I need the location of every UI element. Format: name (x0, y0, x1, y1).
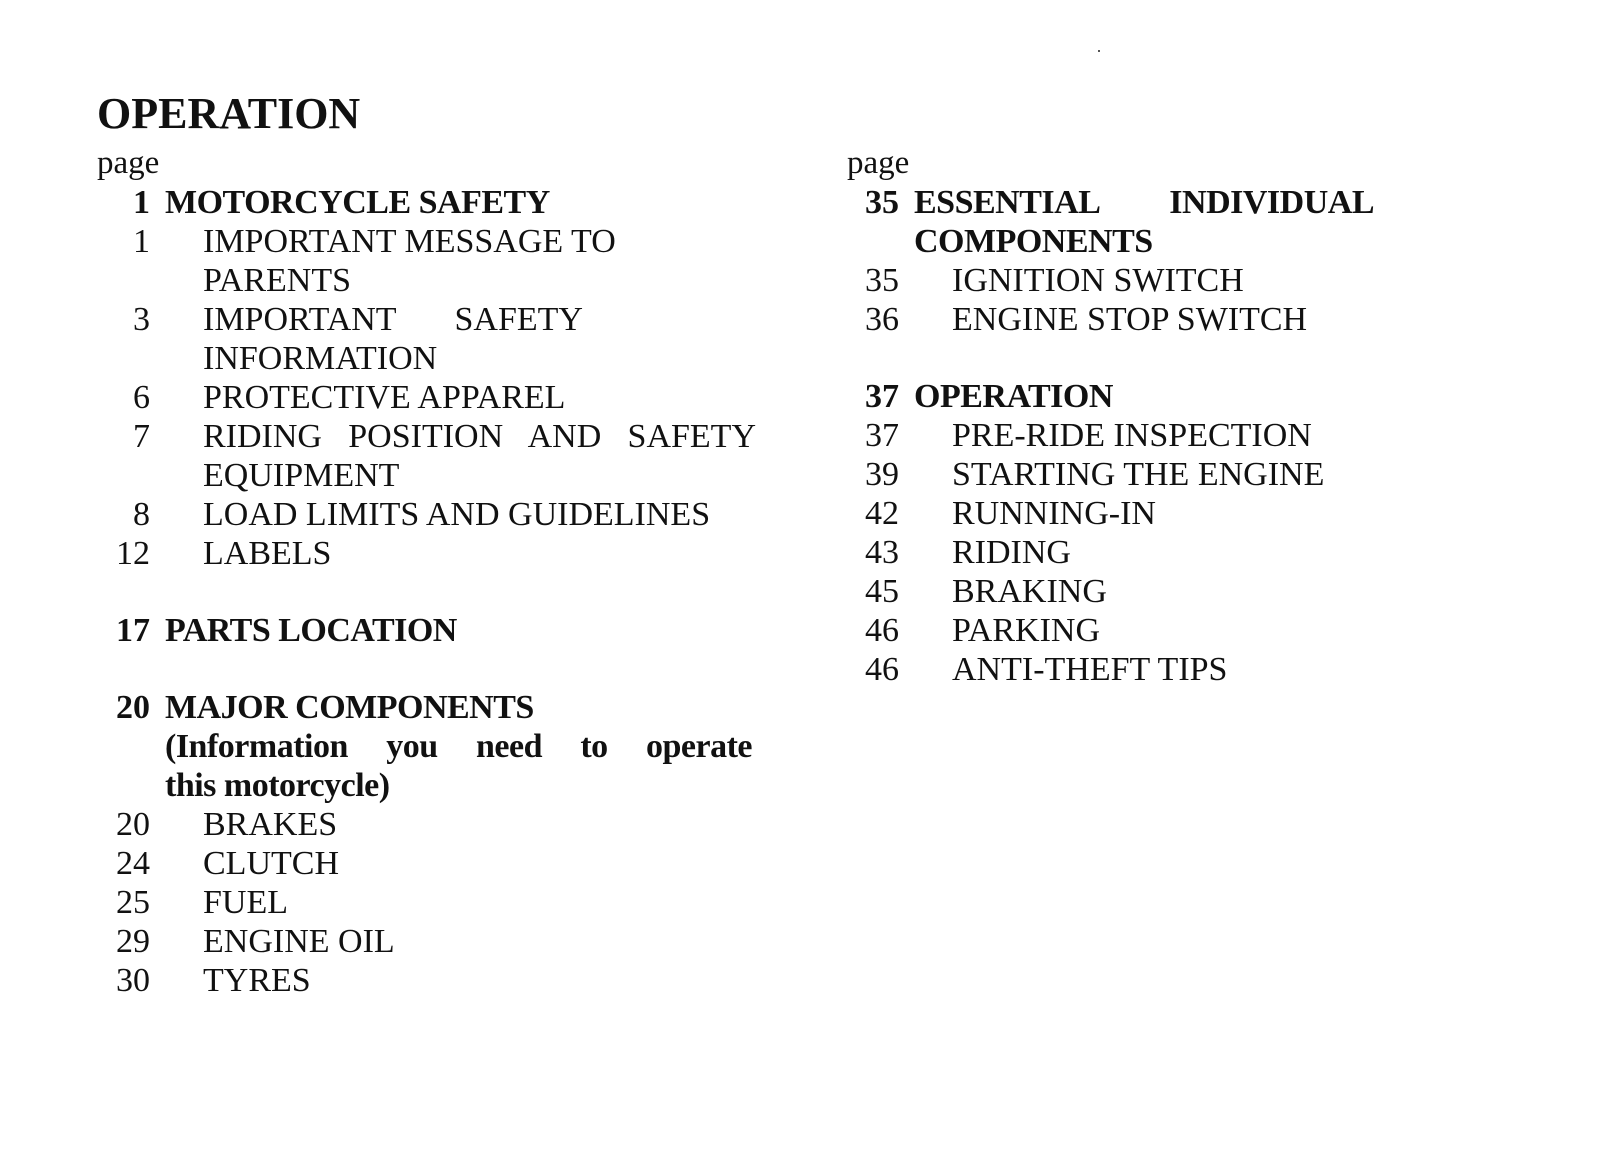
toc-entry-title: PRE-RIDE INSPECTION (952, 417, 1312, 454)
toc-entry-title: IGNITION SWITCH (952, 262, 1244, 299)
toc-entry-title (203, 300, 777, 378)
toc-entry-line: IMPORTANT MESSAGE TO (203, 223, 616, 260)
toc-entry[interactable] (97, 534, 777, 573)
page-column-label: page (97, 145, 160, 181)
toc-entry-title: RUNNING-IN (952, 495, 1156, 532)
toc-page-number: 35 (865, 184, 899, 221)
toc-section-line: COMPONENTS (914, 223, 1153, 260)
toc-entry-title: LABELS (203, 535, 332, 572)
toc-page-number: 7 (133, 418, 150, 455)
toc-entry[interactable] (97, 222, 777, 300)
toc-page-number: 43 (865, 534, 899, 571)
stray-dot (1098, 50, 1100, 52)
toc-page-number: 30 (116, 962, 150, 999)
toc-section-line: (Information you need to operate (165, 728, 752, 765)
toc-entry-line: RIDING POSITION AND SAFETY (203, 418, 756, 455)
toc-page-number: 42 (865, 495, 899, 532)
toc-entry[interactable] (847, 572, 1407, 611)
toc-page-number: 37 (865, 378, 899, 415)
toc-entry-title: ENGINE OIL (203, 923, 395, 960)
toc-entry-line: EQUIPMENT (203, 457, 400, 494)
toc-page-number: 25 (116, 884, 150, 921)
toc-entry[interactable] (97, 805, 777, 844)
toc-page-number: 37 (865, 417, 899, 454)
toc-entry-title: BRAKES (203, 806, 338, 843)
toc-entry-title: STARTING THE ENGINE (952, 456, 1325, 493)
toc-page-number: 46 (865, 651, 899, 688)
toc-page-number: 35 (865, 262, 899, 299)
toc-page-number: 8 (133, 496, 150, 533)
toc-page-number: 6 (133, 379, 150, 416)
toc-column-right (847, 143, 1407, 689)
toc-entry-line: IMPORTANT SAFETY (203, 301, 583, 338)
toc-entry[interactable] (847, 611, 1407, 650)
toc-page-number: 20 (116, 689, 150, 726)
toc-entry-title: ENGINE STOP SWITCH (952, 301, 1308, 338)
toc-entry-title: CLUTCH (203, 845, 339, 882)
toc-section[interactable] (97, 611, 777, 650)
toc-entry[interactable] (97, 417, 777, 495)
toc-entry[interactable] (97, 300, 777, 378)
toc-section[interactable] (97, 183, 777, 222)
toc-entry-title: ANTI-THEFT TIPS (952, 651, 1228, 688)
toc-section-line: MAJOR COMPONENTS (165, 689, 534, 726)
toc-entry[interactable] (847, 650, 1407, 689)
toc-page-number: 20 (116, 806, 150, 843)
toc-entry[interactable] (97, 844, 777, 883)
toc-page-number: 29 (116, 923, 150, 960)
toc-entry[interactable] (847, 533, 1407, 572)
page-column-label: page (847, 145, 910, 181)
toc-section-line: this motorcycle) (165, 767, 390, 804)
toc-entry-line: PARENTS (203, 262, 352, 299)
toc-page-number: 46 (865, 612, 899, 649)
toc-section-title: MOTORCYCLE SAFETY (165, 184, 550, 221)
toc-entry-title (203, 222, 777, 300)
toc-entry[interactable] (847, 261, 1407, 300)
toc-entry-title: PARKING (952, 612, 1101, 649)
toc-entry[interactable] (847, 416, 1407, 455)
toc-page-number: 17 (116, 612, 150, 649)
toc-section[interactable] (847, 377, 1407, 416)
toc-column-left (97, 143, 777, 1000)
toc-entry-title: TYRES (203, 962, 311, 999)
toc-entry-title (203, 417, 777, 495)
toc-section[interactable] (97, 688, 777, 805)
toc-section[interactable] (847, 183, 1407, 261)
toc-section-title (914, 183, 1407, 261)
toc-entry[interactable] (97, 961, 777, 1000)
toc-section-title: PARTS LOCATION (165, 612, 457, 649)
toc-entry[interactable] (97, 922, 777, 961)
toc-entry-line: INFORMATION (203, 340, 438, 377)
page-title: OPERATION (97, 89, 361, 138)
toc-entry[interactable] (847, 300, 1407, 339)
toc-entry-title: FUEL (203, 884, 288, 921)
toc-section-title: OPERATION (914, 378, 1113, 415)
toc-entry[interactable] (97, 378, 777, 417)
toc-entry-title: RIDING (952, 534, 1071, 571)
toc-entry-title: PROTECTIVE APPAREL (203, 379, 566, 416)
toc-entry-title: BRAKING (952, 573, 1107, 610)
toc-page-number: 3 (133, 301, 150, 338)
toc-entry[interactable] (97, 883, 777, 922)
toc-entry[interactable] (847, 455, 1407, 494)
toc-page-number: 39 (865, 456, 899, 493)
toc-entry[interactable] (847, 494, 1407, 533)
toc-page-number: 12 (116, 535, 150, 572)
toc-section-line: ESSENTIAL INDIVIDUAL (914, 184, 1374, 221)
toc-page-number: 1 (133, 223, 150, 260)
toc-page-number: 24 (116, 845, 150, 882)
toc-section-title (165, 688, 777, 805)
toc-page-number: 1 (133, 184, 150, 221)
toc-page-number: 36 (865, 301, 899, 338)
toc-entry[interactable] (97, 495, 777, 534)
toc-entry-title: LOAD LIMITS AND GUIDELINES (203, 496, 711, 533)
toc-page-number: 45 (865, 573, 899, 610)
